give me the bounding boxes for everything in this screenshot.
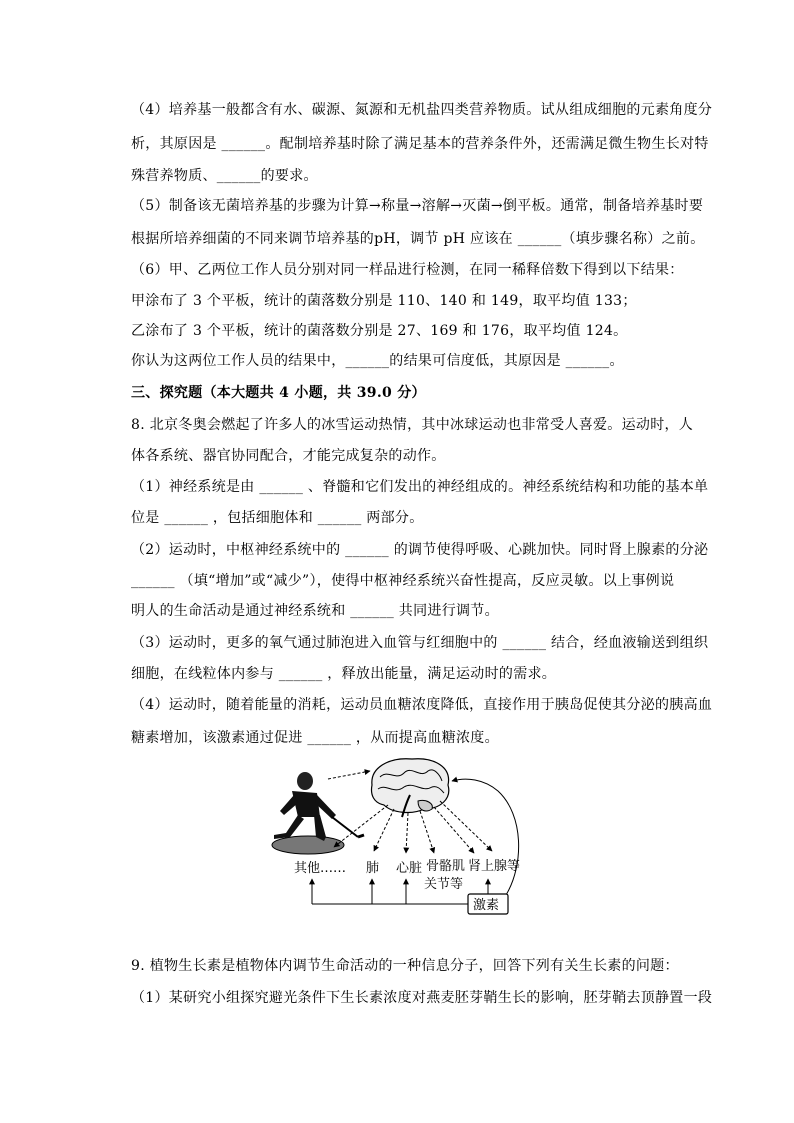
text-line: 析，其原因是 ______。配制培养基时除了满足基本的营养条件外，还需满足微生物生长对特 bbox=[131, 136, 709, 152]
hockey-player-icon bbox=[272, 772, 364, 854]
text-line: （1）某研究小组探究避光条件下生长素浓度对燕麦胚芽鞘生长的影响，胚芽鞘去顶静置一段 bbox=[131, 990, 713, 1006]
text-line: 根据所培养细菌的不同来调节培养基的pH，调节 pH 应该在 ______（填步骤名称）之前。 bbox=[131, 231, 705, 247]
text-line: 位是 ______ ，包括细胞体和 ______ 两部分。 bbox=[131, 510, 424, 526]
text-line: （1）神经系统是由 ______ 、脊髓和它们发出的神经组成的。神经系统结构和功能的基本单 bbox=[131, 479, 709, 495]
text-line: 你认为这两位工作人员的结果中，______的结果可信度低，其原因是 ______。 bbox=[131, 353, 624, 369]
section-heading: 三、探究题（本大题共 4 小题，共 39.0 分） bbox=[131, 385, 426, 401]
label-muscle-2: 关节等 bbox=[424, 877, 464, 892]
label-other: 其他…… bbox=[294, 861, 347, 876]
text-line: ______ （填“增加”或“减少”），使得中枢神经系统兴奋性提高，反应灵敏。以上事例说 bbox=[131, 573, 675, 589]
text-line: 殊营养物质、______的要求。 bbox=[131, 168, 318, 184]
label-lung: 肺 bbox=[366, 861, 380, 876]
label-adrenal: 肾上腺等 bbox=[468, 859, 521, 874]
question-text: 9. 植物生长素是植物体内调节生命活动的一种信息分子，回答下列有关生长素的问题： bbox=[131, 958, 679, 974]
label-heart: 心脏 bbox=[396, 861, 423, 876]
text-line: 细胞，在线粒体内参与 ______ ，释放出能量，满足运动时的需求。 bbox=[131, 666, 557, 682]
text-line: 糖素增加，该激素通过促进 ______ ，从而提高血糖浓度。 bbox=[131, 730, 499, 746]
label-hormone: 激素 bbox=[473, 898, 500, 913]
text-line: （4）培养基一般都含有水、碳源、氮源和无机盐四类营养物质。试从组成细胞的元素角度分 bbox=[131, 102, 713, 118]
label-muscle-1: 骨骼肌 bbox=[426, 859, 466, 874]
text-line: 明人的生命活动是通过神经系统和 ______ 共同进行调节。 bbox=[131, 603, 499, 619]
text-line: （4）运动时，随着能量的消耗，运动员血糖浓度降低，直接作用于胰岛促使其分泌的胰高血 bbox=[131, 697, 713, 713]
text-line: （2）运动时，中枢神经系统中的 ______ 的调节使得呼吸、心跳加快。同时肾上腺素的分泌 bbox=[131, 542, 709, 558]
text-line: 乙涂布了 3 个平板，统计的菌落数分别是 27、169 和 176，取平均值 124。 bbox=[131, 323, 628, 339]
question-text: 8. 北京冬奥会燃起了许多人的冰雪运动热情，其中冰球运动也非常受人喜爱。运动时，人 bbox=[131, 417, 694, 433]
text-line: （3）运动时，更多的氧气通过肺泡进入血管与红细胞中的 ______ 结合，经血液输送到组织 bbox=[131, 635, 709, 651]
text-line: 甲涂布了 3 个平板，统计的菌落数分别是 110、140 和 149，取平均值 133； bbox=[131, 293, 637, 309]
question-text: 体各系统、器官协同配合，才能完成复杂的动作。 bbox=[131, 448, 446, 464]
text-line: （5）制备该无菌培养基的步骤为计算→称量→溶解→灭菌→倒平板。通常，制备培养基时要 bbox=[131, 198, 704, 214]
text-line: （6）甲、乙两位工作人员分别对同一样品进行检测，在同一稀释倍数下得到以下结果： bbox=[131, 262, 684, 278]
regulation-diagram bbox=[262, 755, 538, 920]
